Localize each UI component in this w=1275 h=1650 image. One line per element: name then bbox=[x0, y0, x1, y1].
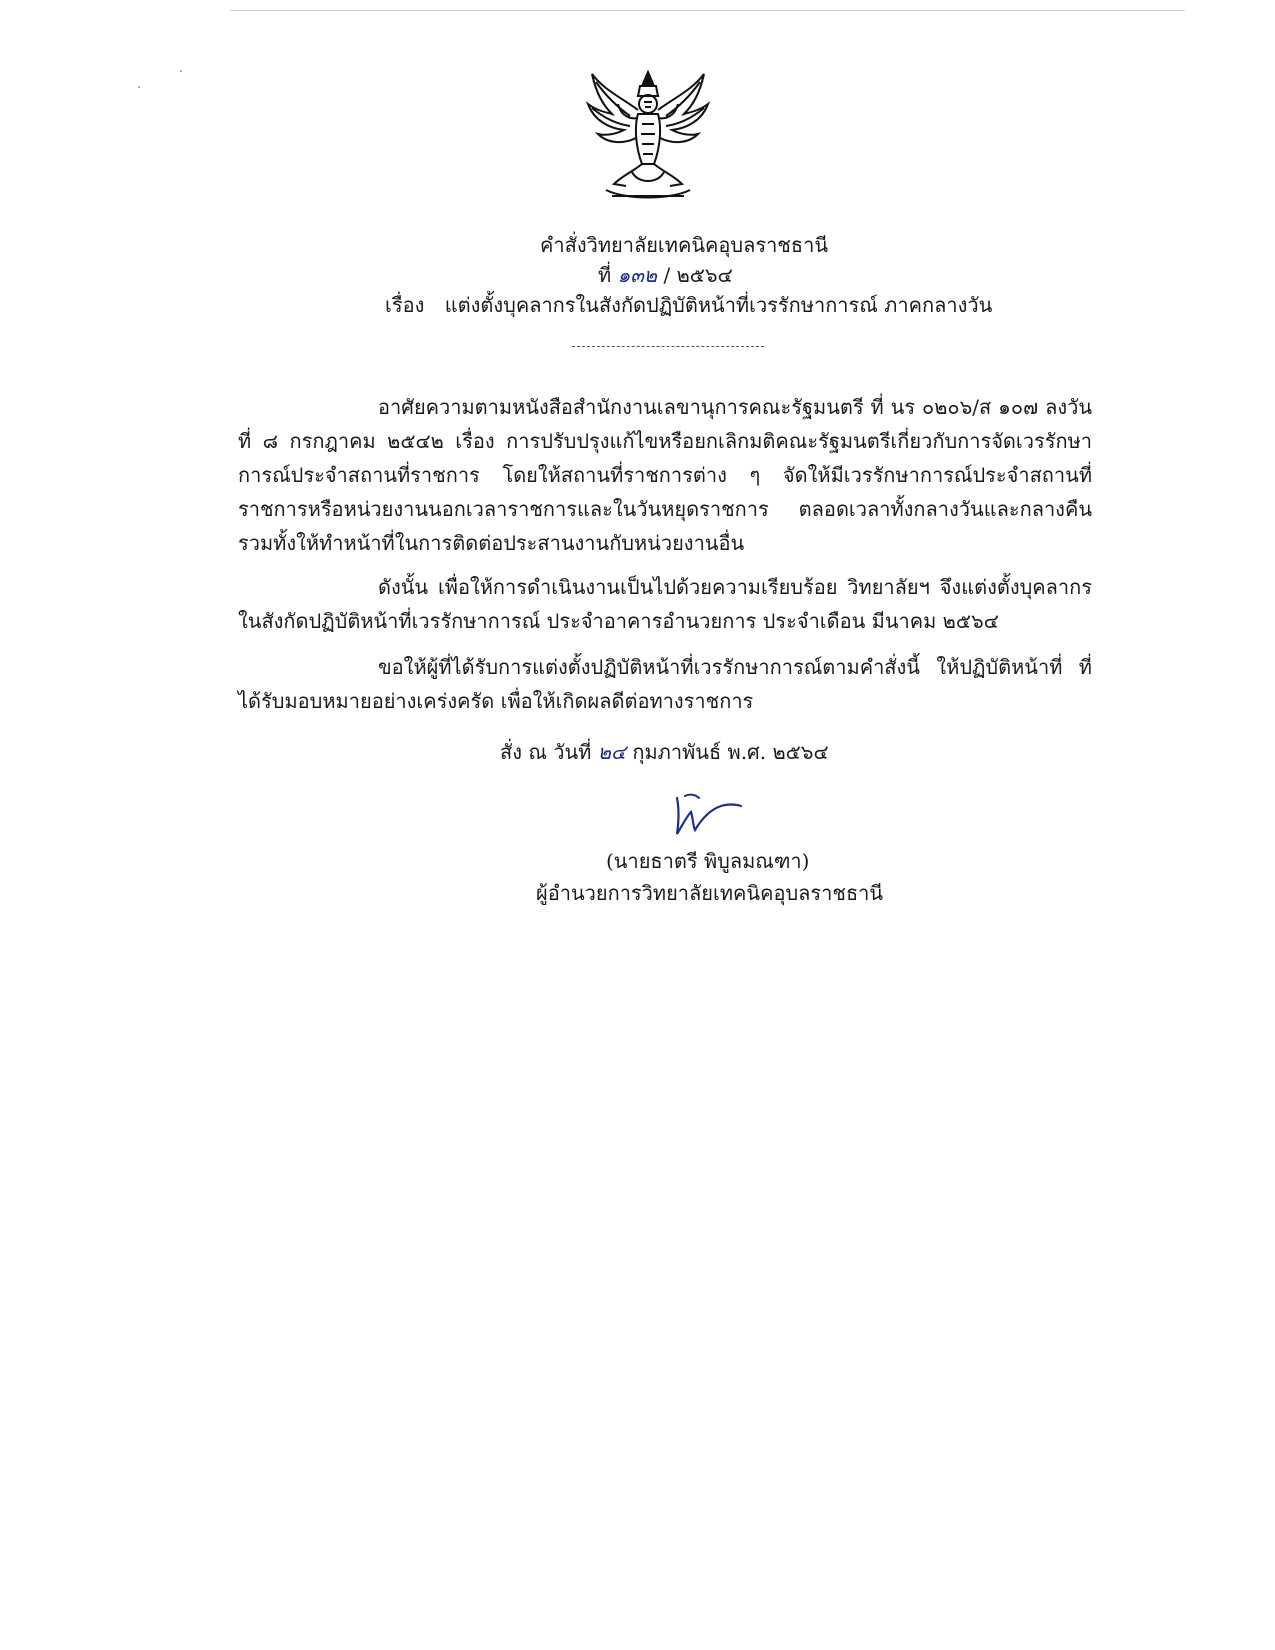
subject-text: แต่งตั้งบุคลากรในสังกัดปฏิบัติหน้าที่เวรรักษาการณ์ ภาคกลางวัน bbox=[444, 293, 993, 317]
signer-title: ผู้อำนวยการวิทยาลัยเทคนิคอุบลราชธานี bbox=[536, 881, 884, 905]
order-title: คำสั่งวิทยาลัยเทคนิคอุบลราชธานี bbox=[540, 233, 828, 257]
order-subject bbox=[385, 292, 992, 318]
order-date-month: กุมภาพันธ์ bbox=[632, 740, 722, 764]
signer-name: (นายธาตรี พิบูลมณฑา) bbox=[606, 849, 810, 873]
order-number-separator: / bbox=[663, 263, 671, 287]
order-number bbox=[598, 262, 733, 288]
scan-speck bbox=[138, 86, 140, 88]
body-paragraph-3: ขอให้ผู้ที่ได้รับการแต่งตั้งปฏิบัติหน้าที่เวรรักษาการณ์ตามคำสั่งนี้ ให้ปฏิบัติหน้าที่ ที่ได้รับมอบหมายอย่างเคร่งครัด เพื่อให้เกิดผลดีต่อทางราชการ bbox=[238, 655, 1092, 713]
scan-edge-line bbox=[230, 10, 1185, 11]
garuda-emblem-icon bbox=[582, 68, 714, 204]
header-divider bbox=[572, 346, 764, 347]
order-number-year: ๒๕๖๔ bbox=[676, 263, 733, 287]
order-number-prefix: ที่ bbox=[598, 263, 612, 287]
order-date-prefix: สั่ง ณ วันที่ bbox=[500, 740, 592, 764]
order-date-year: ๒๕๖๔ bbox=[772, 740, 829, 764]
order-date bbox=[500, 738, 829, 766]
subject-label: เรื่อง bbox=[385, 293, 425, 317]
scan-speck bbox=[180, 70, 182, 72]
order-date-day: ๒๔ bbox=[597, 740, 627, 764]
order-date-era: พ.ศ. bbox=[727, 740, 767, 764]
signature-mark-icon bbox=[665, 790, 745, 850]
order-number-value: ๑๓๒ bbox=[617, 263, 658, 287]
body-paragraph-2: ดังนั้น เพื่อให้การดำเนินงานเป็นไปด้วยความเรียบร้อย วิทยาลัยฯ จึงแต่งตั้งบุคลากรในสังกัดปฏิบัติหน้าที่เวรรักษาการณ์ ประจำอาคารอำนวยการ ประจำเดือน มีนาคม ๒๕๖๔ bbox=[238, 575, 1092, 633]
body-paragraph-1: อาศัยความตามหนังสือสำนักงานเลขานุการคณะรัฐมนตรี ที่ นร ๐๒๐๖/ส ๑๐๗ ลงวันที่ ๘ กรกฎาคม ๒๕๔๒ เรื่อง การปรับปรุงแก้ไขหรือยกเลิกมติคณะรัฐมนตรีเกี่ยวกับการจัดเวรรักษาการณ์ประจำสถานที่ราชการ โดยให้สถานที่ราชการต่าง ๆ จัดให้มีเวรรักษาการณ์ประจำสถานที่ราชการหรือหน่วยงานนอกเวลาราชการและในวันหยุดราชการ ตลอดเวลาทั้งกลางวันและกลางคืน รวมทั้งให้ทำหน้าที่ในการติดต่อประสานงานกับหน่วยงานอื่น bbox=[238, 395, 1092, 555]
